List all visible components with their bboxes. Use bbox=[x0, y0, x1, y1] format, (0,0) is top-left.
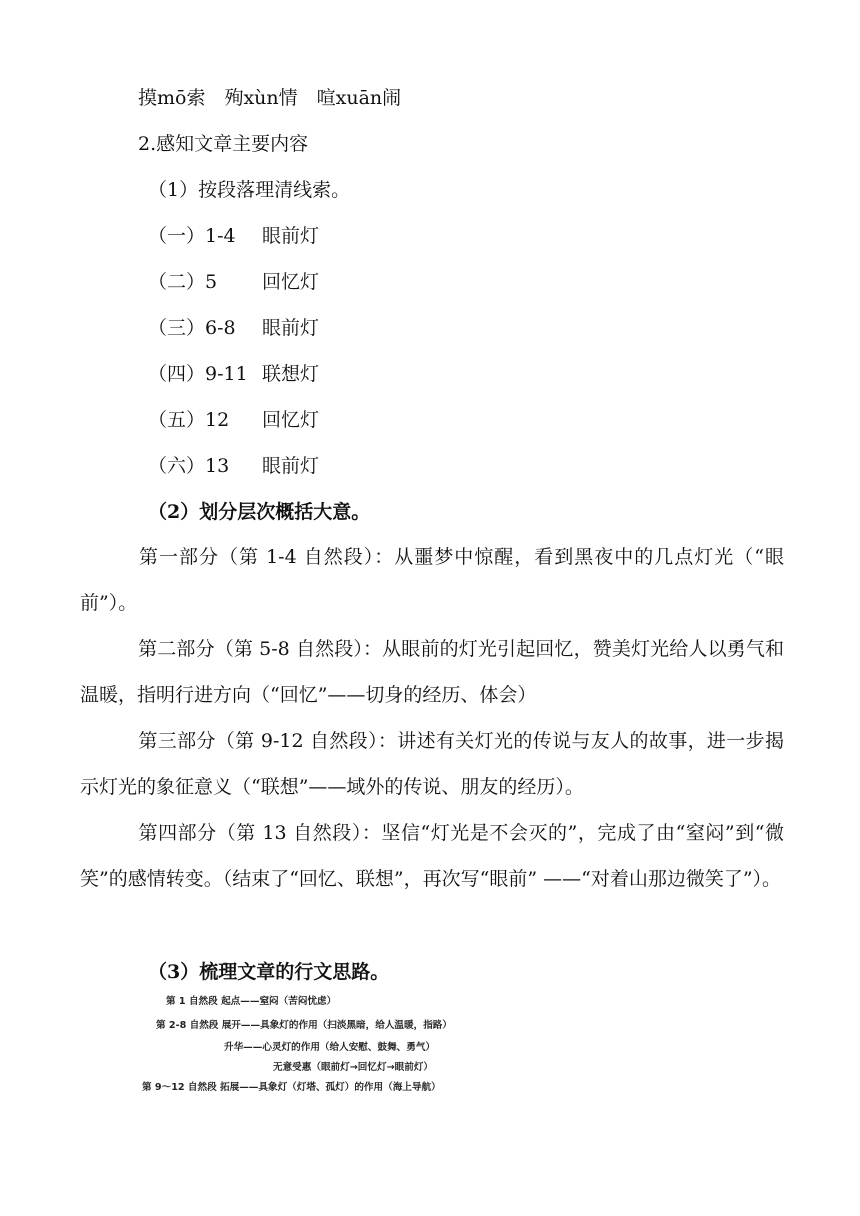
section-heading: 2.感知文章主要内容 bbox=[138, 133, 309, 155]
diagram-line: 第 2-8 自然段 展开——具象灯的作用（扫淡黑暗，给人温暖，指路） bbox=[156, 1020, 452, 1031]
summary-paragraph bbox=[80, 626, 784, 718]
outline-heading: （1）按段落理清线索。 bbox=[148, 179, 351, 201]
outline-row-lamp: 回忆灯 bbox=[262, 409, 320, 431]
summary-paragraph-text: 第三部分（第 9-12 自然段）：讲述有关灯光的传说与友人的故事，进一步揭示灯光的象征意义（“联想”——域外的传说、朋友的经历）。 bbox=[80, 730, 784, 798]
outline-row-lamp: 眼前灯 bbox=[262, 317, 320, 339]
summary-paragraph-text: 第四部分（第 13 自然段）：坚信“灯光是不会灭的”，完成了由“窒闷”到“微笑”的感情转变。（结束了“回忆、联想”，再次写“眼前” ——“对着山那边微笑了”）。 bbox=[80, 822, 784, 890]
summary-paragraph bbox=[80, 718, 784, 810]
outline-row-label: （一）1-4 bbox=[148, 225, 236, 247]
structure-diagram bbox=[140, 990, 500, 1100]
diagram-line: 第 1 自然段 起点——窒闷（苦闷忧虑） bbox=[166, 996, 337, 1007]
diagram-line: 无意受惠（眼前灯→回忆灯→眼前灯） bbox=[273, 1062, 433, 1073]
outline-row-lamp: 联想灯 bbox=[262, 363, 320, 385]
diagram-line: 第 9～12 自然段 拓展——具象灯（灯塔、孤灯）的作用（海上导航） bbox=[142, 1082, 441, 1093]
outline-row-label: （六）13 bbox=[148, 455, 230, 477]
outline-row-lamp: 眼前灯 bbox=[262, 455, 320, 477]
summary-paragraph-text: 第一部分（第 1-4 自然段）：从噩梦中惊醒，看到黑夜中的几点灯光（“眼前”）。 bbox=[80, 546, 784, 614]
summary-paragraph bbox=[80, 534, 784, 626]
pinyin-line: 摸mō索 殉xùn情 喧xuān闹 bbox=[138, 87, 402, 109]
diagram-line: 升华——心灵灯的作用（给人安慰、鼓舞、勇气） bbox=[224, 1042, 436, 1053]
structure-heading: （3）梳理文章的行文思路。 bbox=[148, 961, 390, 983]
outline-row-lamp: 眼前灯 bbox=[262, 225, 320, 247]
summary-heading: （2）划分层次概括大意。 bbox=[148, 501, 371, 523]
outline-row-lamp: 回忆灯 bbox=[262, 271, 320, 293]
outline-row-label: （三）6-8 bbox=[148, 317, 236, 339]
summary-paragraph bbox=[80, 810, 784, 902]
outline-row-label: （五）12 bbox=[148, 409, 230, 431]
outline-row-label: （四）9-11 bbox=[148, 363, 248, 385]
summary-paragraph-text: 第二部分（第 5-8 自然段）：从眼前的灯光引起回忆，赞美灯光给人以勇气和温暖，指明行进方向（“回忆”——切身的经历、体会） bbox=[80, 638, 784, 706]
outline-row-label: （二）5 bbox=[148, 271, 218, 293]
